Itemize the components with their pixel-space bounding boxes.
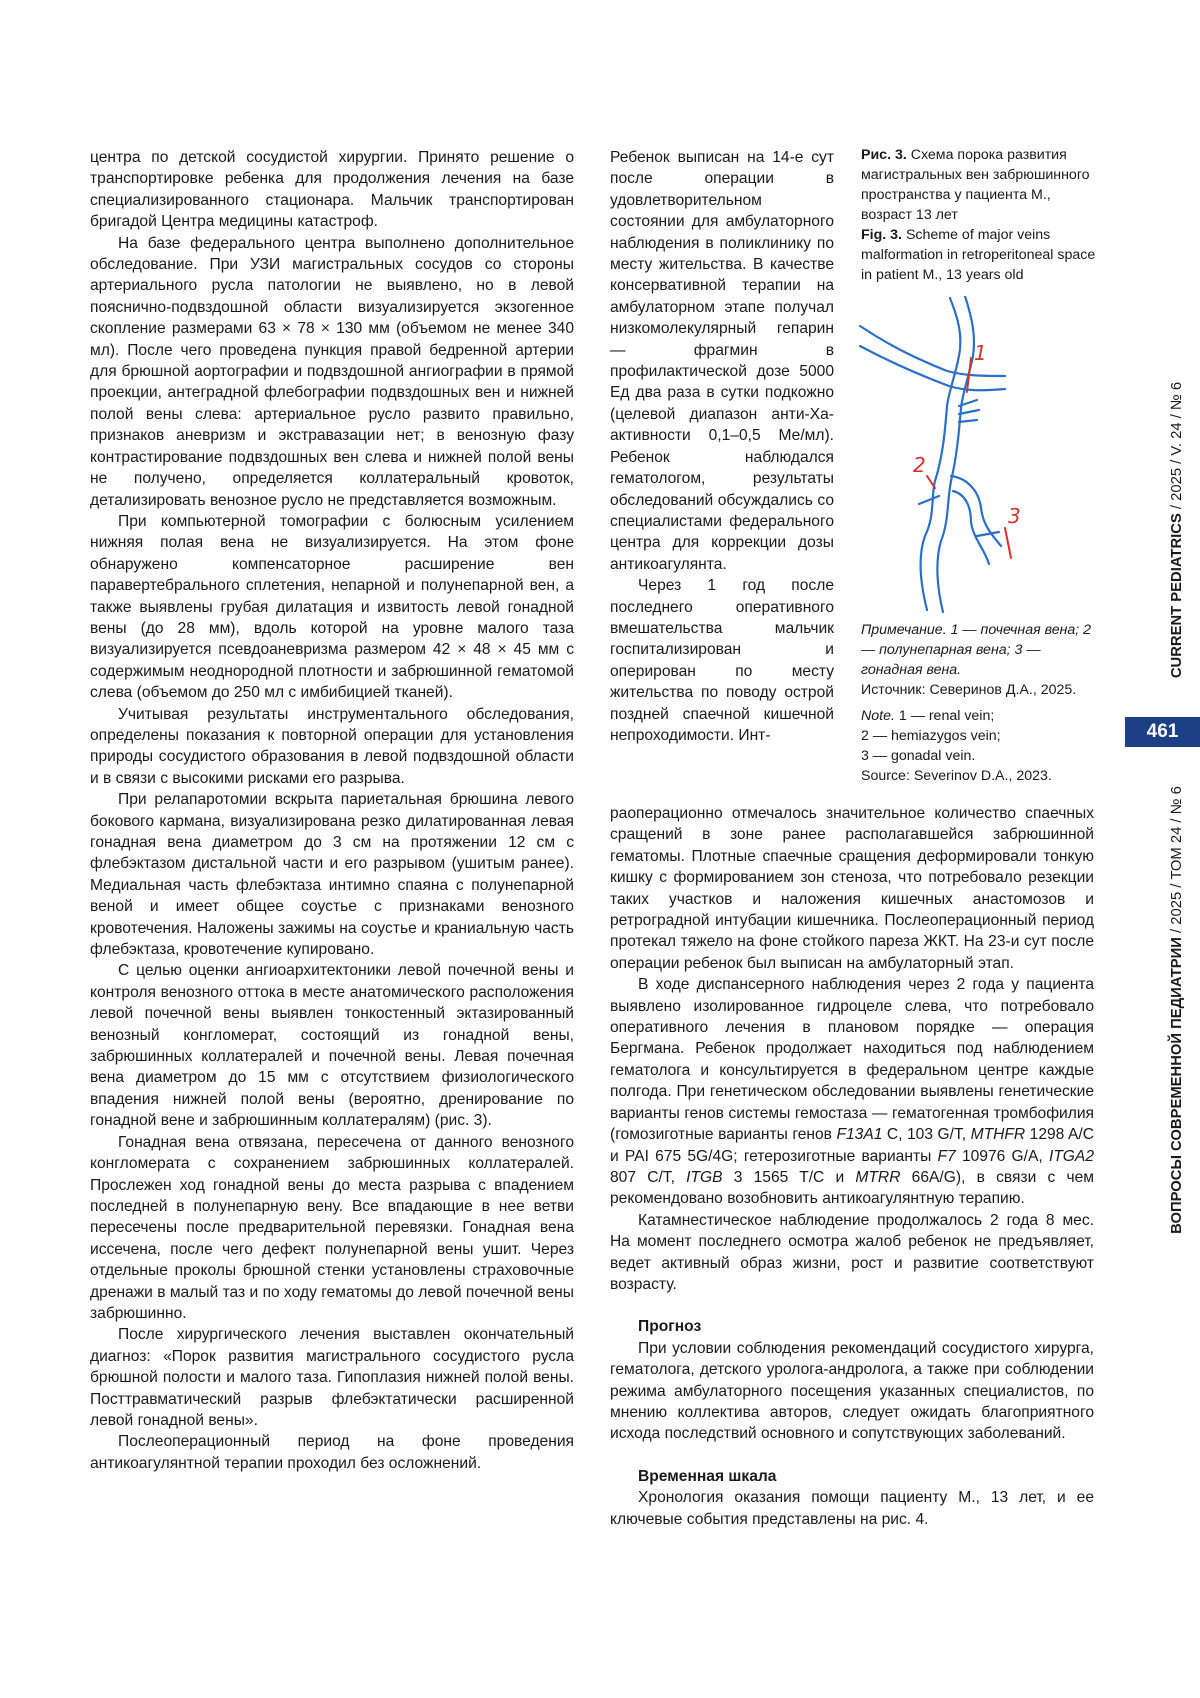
caption-ru: Рис. 3. Схема порока развития магистральных вен забрюшинного пространства у пациента М., возраст 13 лет bbox=[861, 147, 1090, 223]
figure-label-1: 1 bbox=[974, 341, 987, 365]
paragraph: Катамнестическое наблюдение продолжалось 2 года 8 мес. На момент последнего осмотра жалоб ребенок не предъявляет, ведет активный образ жизни, рост и развитие соответствуют возрасту. bbox=[610, 1211, 1094, 1293]
vein-line bbox=[953, 491, 989, 564]
running-head-en: CURRENT PEDIATRICS / 2025 / V. 24 / № 6 bbox=[1169, 381, 1185, 679]
running-head-ru: ВОПРОСЫ СОВРЕМЕННОЙ ПЕДИАТРИИ / 2025 / ТОМ 24 / № 6 bbox=[1169, 786, 1185, 1234]
text-column-left bbox=[90, 147, 574, 1474]
note-en-source: Source: Severinov D.A., 2023. bbox=[861, 768, 1052, 784]
vein-line bbox=[937, 296, 974, 612]
figure-caption bbox=[861, 145, 1101, 285]
vein-scheme-drawing bbox=[855, 296, 1035, 616]
paragraph: центра по детской сосудистой хирургии. Принято решение о транспортировке ребенка для продолжения лечения на базе специализированного стационара. Мальчик транспортирован бригадой Центра медицины катастроф. bbox=[90, 149, 574, 231]
paragraph: После хирургического лечения выставлен окончательный диагноз: «Порок развития магистрального сосудистого русла брюшной полости и малого таза. Гипоплазия нижней полой вены. Посттравматический разрыв флебэктатически расширенной левой гонадной вены». bbox=[90, 1326, 574, 1429]
note-ru: Примечание. 1 — почечная вена; 2 — полунепарная вена; 3 — гонадная вена. bbox=[861, 622, 1092, 678]
journal-sidebar bbox=[1155, 0, 1200, 1698]
vein-scheme-figure bbox=[855, 296, 1035, 616]
note-en-line: 3 — gonadal vein. bbox=[861, 748, 976, 764]
vein-line bbox=[921, 298, 961, 610]
vein-line bbox=[959, 420, 977, 422]
paragraph: Послеоперационный период на фоне проведения антикоагулянтной терапии проходил без осложнений. bbox=[90, 1433, 574, 1472]
paragraph: Через 1 год после последнего оперативного вмешательства мальчик госпитализирован и оперирован по месту жительства по поводу острой поздней спаечной кишечной непроходимости. Инт- bbox=[610, 577, 834, 744]
section-heading-timeline: Временная шкала bbox=[638, 1467, 777, 1485]
paragraph: При релапаротомии вскрыта париетальная брюшина левого бокового кармана, визуализирована резко дилатированная левая гонадная вена диаметром до 3 см на протяжении 12 см с флебэктазом дистальной части и его разрывом (ушитым ранее). Медиальная часть флебэктаза интимно спаяна с полунепарной веной и имеет общее соустье с признаками венозного кровотечения. Наложены зажимы на соустье и краниальную часть флебэктаза, кровотечение купировано. bbox=[90, 791, 574, 959]
figure-label-3: 3 bbox=[1008, 504, 1021, 528]
page-number: 461 bbox=[1125, 717, 1200, 747]
caption-en: Fig. 3. Scheme of major veins malformation in retroperitoneal space in patient M., 13 years old bbox=[861, 227, 1096, 283]
vein-line bbox=[959, 410, 979, 414]
pointer-line bbox=[1005, 528, 1011, 558]
note-en-line: 2 — hemiazygos vein; bbox=[861, 728, 1001, 744]
figure-label-2: 2 bbox=[913, 453, 926, 477]
paragraph: При компьютерной томографии с болюсным усилением нижняя полая вена не визуализируется. На этом фоне обнаружено компенсаторное расширение вен паравертебрального сплетения, непарной и полунепарной вен, а также выявлены грубая дилатация и извитость левой гонадной вены (до 28 мм), вдоль которой на уровне малого таза визуализируется псевдоаневризма размером 42 × 48 × 45 мм с содержимым неоднородной плотности и забрюшинной гематомой слева (объемом до 250 мл с имбибицией тканей). bbox=[90, 512, 574, 702]
section-heading-prognosis: Прогноз bbox=[638, 1318, 702, 1336]
vein-line bbox=[977, 532, 999, 536]
paragraph: Хронология оказания помощи пациенту М., 13 лет, и ее ключевые события представлены на рис. 4. bbox=[610, 1489, 1094, 1528]
vein-line bbox=[919, 496, 939, 504]
paragraph: Учитывая результаты инструментального обследования, определены показания к повторной операции для установления природы сосудистого образования в левой подвздошной области и в связи с высокими рисками его разрыва. bbox=[90, 705, 574, 787]
note-ru-source: Источник: Северинов Д.А., 2025. bbox=[861, 682, 1077, 698]
figure-note bbox=[861, 620, 1101, 786]
paragraph: На базе федерального центра выполнено дополнительное обследование. При УЗИ магистральных сосудов со стороны артериального русла патологии не выявлено, но в левой пояснично-подвздошной области визуализируется экзогенное скопление размерами 63 × 78 × 130 мм (объемом не менее 340 мл). После чего проведена пункция правой бедренной артерии для брюшной аортографии и подвздошной ангиографии в прямой проекции, антеградной флебографии подвздошных вен и нижней полой вены слева: артериальное русло развито правильно, признаков аневризм и экстравазации нет; в венозную фазу контрастирование подвздошных вен слева и нижней полой вены не получено, определяется коллатеральный кровоток, детализировать венозное русло не представляется возможным. bbox=[90, 234, 574, 509]
note-en: Note. 1 — renal vein; bbox=[861, 708, 995, 724]
paragraph-genetics: В ходе диспансерного наблюдения через 2 года у пациента выявлено изолированное гидроцеле слева, что потребовало оперативного лечения в плановом порядке — операция Бергмана. Ребенок продолжает находиться под наблюдением гематолога и консультируется в федеральном центре каждые полгода. При генетическом обследовании выявлены генетические варианты генов системы гемостаза — гематогенная тромбофилия (гомозиготные варианты генов F13A1 C, 103 G/T, MTHFR 1298 A/C и PAI 675 5G/4G; гетерозиготные варианты F7 10976 G/A, ITGA2 807 C/T, ITGB 3 1565 T/C и MTRR 66A/G), в связи с чем рекомендовано возобновить антикоагулянтную терапию. bbox=[610, 976, 1094, 1208]
paragraph: При условии соблюдения рекомендаций сосудистого хирурга, гематолога, детского уролога-андролога, а также при соблюдении режима амбулаторного посещения указанных специалистов, по мнению коллектива авторов, следует ожидать благоприятного исхода последствий основного и сопутствующих заболеваний. bbox=[610, 1339, 1094, 1443]
text-column-middle bbox=[610, 147, 834, 746]
paragraph: Гонадная вена отвязана, пересечена от данного венозного конгломерата с сохранением забрюшинных коллатералей. Прослежен ход гонадной вены до места разрыва с впадением последней в полунепарную вену. Все впадающие в нее ветви пересечены после предварительной перевязки. Гонадная вена иссечена, после чего дефект полунепарной вены ушит. Через отдельные проколы брюшной стенки установлены страховочные дренажи в малый таз и по ходу гематомы до левой почечной вены забрюшинно. bbox=[90, 1133, 574, 1322]
paragraph: Ребенок выписан на 14-е сут после операции в удовлетворительном состоянии для амбулаторного наблюдения в поликлинику по месту жительства. В качестве консервативной терапии на амбулаторном этапе получал низкомолекулярный гепарин — фрагмин в профилактической дозе 5000 Ед два раза в сутки подкожно (целевой диапазон анти-Ха-активности 0,1–0,5 Ме/мл). Ребенок наблюдался гематологом, результаты обследований обсуждались со специалистами федерального центра для коррекции дозы антикоагулянта. bbox=[610, 149, 834, 573]
paragraph: раоперационно отмечалось значительное количество спаечных сращений в зоне ранее располагавшейся забрюшинной гематомы. Плотные спаечные сращения деформировали тонкую кишку с формированием зон стеноза, что потребовало резекции таких участков и наложения кишечных анастомозов и ретроградной интубации кишечника. Послеоперационный период протекал тяжело на фоне стойкого пареза ЖКТ. На 23-и сут после операции ребенок был выписан на амбулаторный этап. bbox=[610, 805, 1094, 972]
paragraph: С целью оценки ангиоархитектоники левой почечной вены и контроля венозного оттока в месте анатомического расположения левой почечной вены выявлен тонкостенный эктазированный венозный конгломерат, состоящий из гонадной вены, забрюшинных коллатералей и почечной вены. Левая почечная вена диаметром до 15 мм с отсутствием физиологического впадения нижней полой вены (вероятно, дренирование по гонадной вене и забрюшинным коллатералям) (рис. 3). bbox=[90, 962, 574, 1130]
text-column-wide bbox=[610, 803, 1094, 1530]
